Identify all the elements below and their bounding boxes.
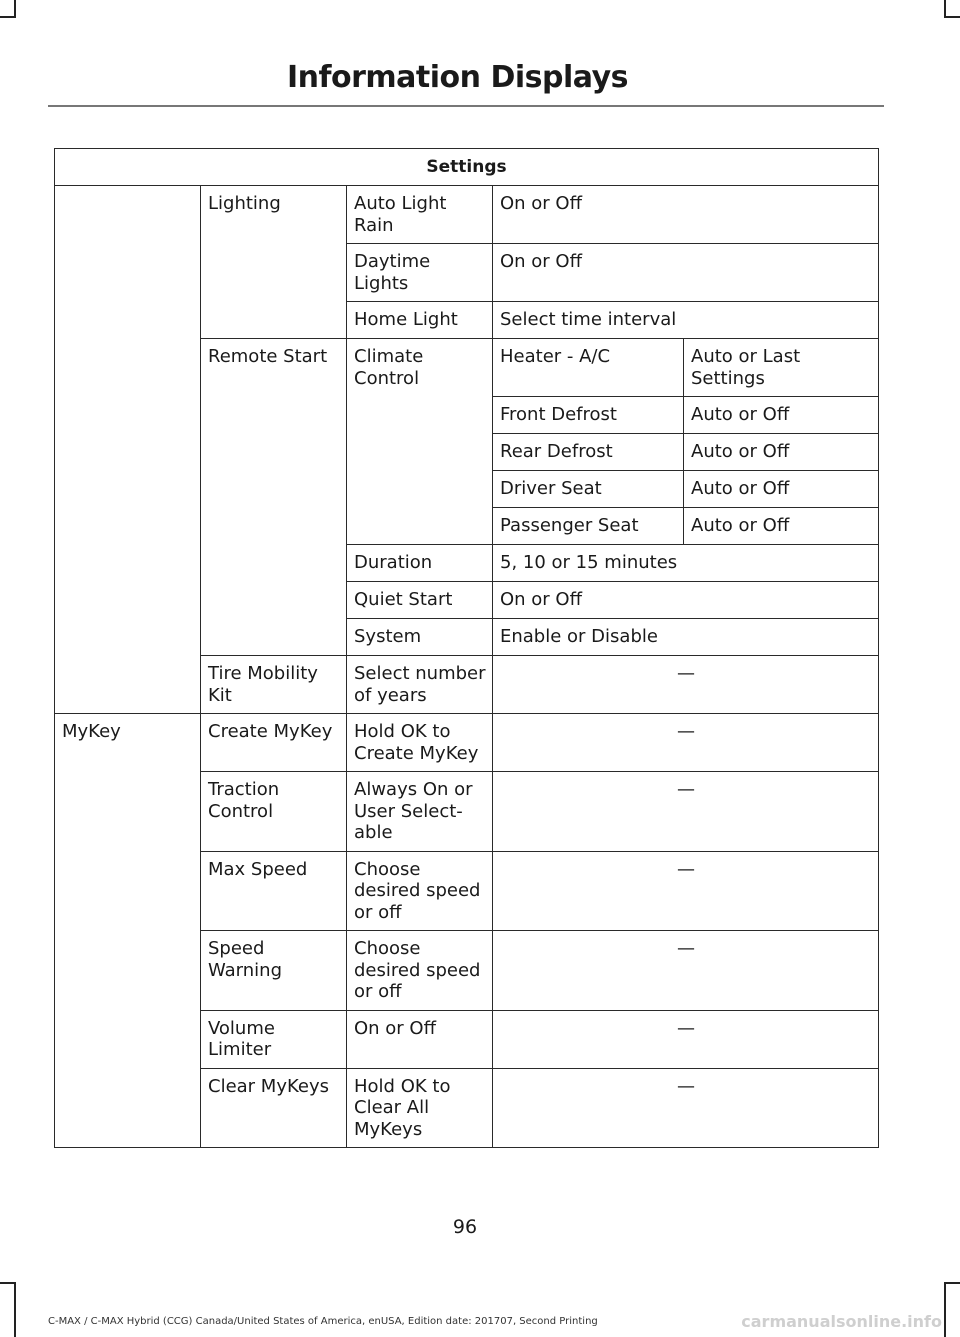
table-cell: Auto or Off [684, 397, 879, 434]
table-cell: Max Speed [201, 851, 347, 931]
table-cell: On or Off [493, 244, 879, 302]
table-cell: Auto Light Rain [347, 186, 493, 244]
table-cell: Enable or Disable [493, 619, 879, 656]
table-cell: Hold OK to Create MyKey [347, 714, 493, 772]
table-cell: Duration [347, 545, 493, 582]
table-cell: — [493, 931, 879, 1011]
table-cell: Quiet Start [347, 582, 493, 619]
table-cell: Remote Start [201, 339, 347, 656]
table-cell: 5, 10 or 15 minutes [493, 545, 879, 582]
table-cell: Tire Mobility Kit [201, 656, 347, 714]
crop-mark [944, 1282, 960, 1284]
table-cell: Rear Defrost [493, 434, 684, 471]
table-cell: Auto or Off [684, 508, 879, 545]
edition-footer: C-MAX / C-MAX Hybrid (CCG) Canada/United States of America, enUSA, Edition date: 201707, Second Printing [48, 1316, 598, 1327]
crop-mark [0, 16, 16, 18]
table-cell: — [493, 1068, 879, 1148]
table-cell: — [493, 851, 879, 931]
table-cell: Traction Control [201, 772, 347, 852]
table-cell: Speed Warning [201, 931, 347, 1011]
table-cell: Select time interval [493, 302, 879, 339]
table-cell: Hold OK to Clear All MyKeys [347, 1068, 493, 1148]
crop-mark [944, 1282, 946, 1337]
page-title: Information Displays [286, 60, 628, 95]
table-cell: Auto or Off [684, 434, 879, 471]
table-cell: Select number of years [347, 656, 493, 714]
table-cell: Daytime Lights [347, 244, 493, 302]
table-cell: Clear MyKeys [201, 1068, 347, 1148]
table-cell: Passenger Seat [493, 508, 684, 545]
table-cell: Lighting [201, 186, 347, 339]
table-cell: Home Light [347, 302, 493, 339]
table-cell: On or Off [493, 582, 879, 619]
table-cell: Auto or Last Settings [684, 339, 879, 397]
table-cell: Auto or Off [684, 471, 879, 508]
table-cell: — [493, 772, 879, 852]
table-cell: Always On or User Select- able [347, 772, 493, 852]
table-cell: — [493, 1010, 879, 1068]
crop-mark [944, 16, 960, 18]
table-cell: Create MyKey [201, 714, 347, 772]
table-cell: On or Off [493, 186, 879, 244]
table-cell [55, 186, 201, 714]
table-header-row [55, 149, 879, 186]
table-cell: MyKey [55, 714, 201, 1148]
crop-mark [0, 1282, 16, 1284]
table-cell: On or Off [347, 1010, 493, 1068]
table-cell: Heater - A/C [493, 339, 684, 397]
table-cell: System [347, 619, 493, 656]
table-row [55, 714, 879, 772]
table-cell: — [493, 714, 879, 772]
table-cell: Choose desired speed or off [347, 931, 493, 1011]
table-cell: Volume Limiter [201, 1010, 347, 1068]
crop-mark [14, 1282, 16, 1337]
header-rule [48, 105, 884, 107]
table-cell: Driver Seat [493, 471, 684, 508]
table-cell: Climate Control [347, 339, 493, 545]
table-cell: Choose desired speed or off [347, 851, 493, 931]
table-caption: Settings [55, 149, 879, 186]
page-number: 96 [452, 1216, 478, 1238]
table-cell: Front Defrost [493, 397, 684, 434]
watermark: carmanualsonline.info [741, 1312, 942, 1331]
table-cell: — [493, 656, 879, 714]
table-row [55, 186, 879, 244]
settings-table [54, 148, 879, 1148]
